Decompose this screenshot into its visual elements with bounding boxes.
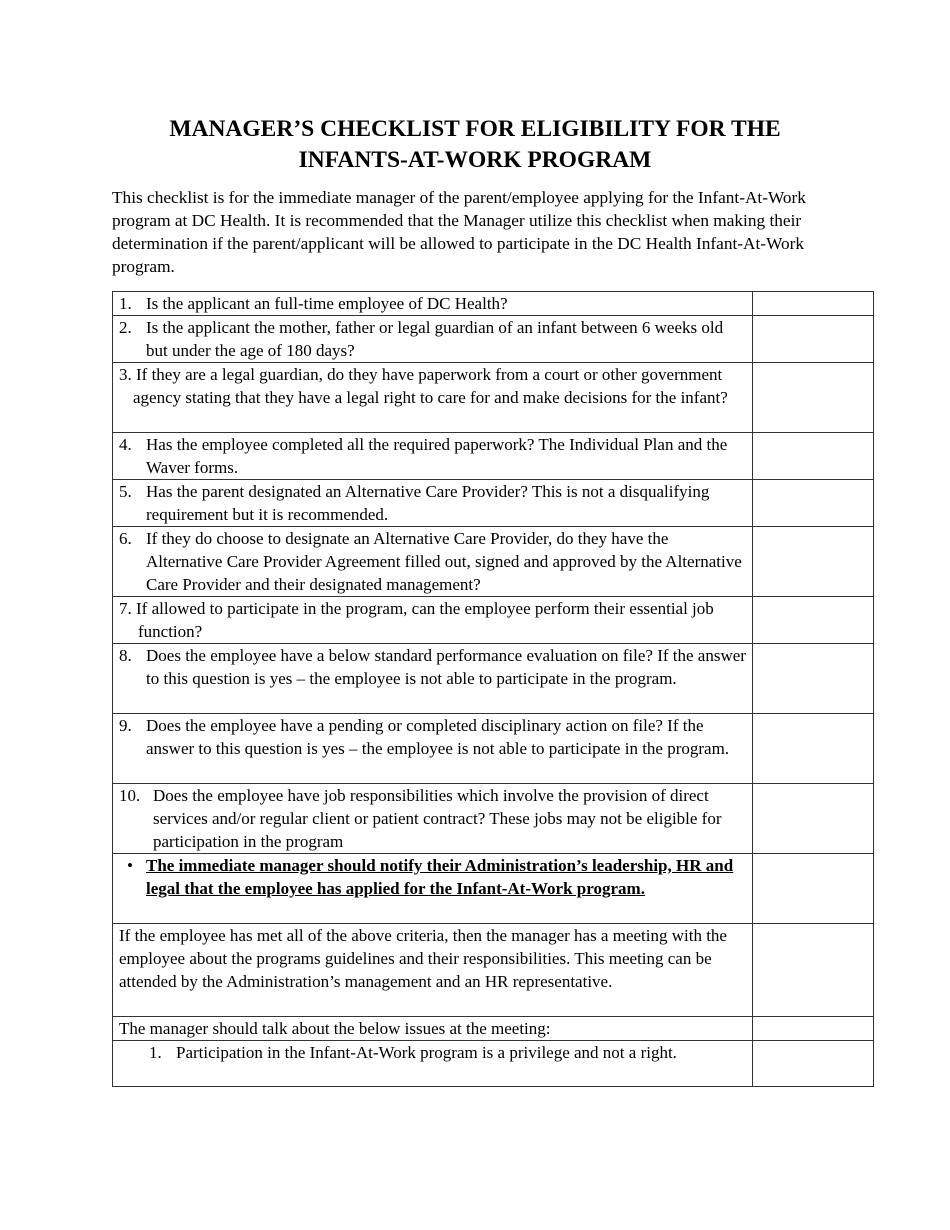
table-row	[113, 784, 874, 854]
table-row	[113, 292, 874, 316]
answer-cell[interactable]	[753, 363, 874, 433]
question-cell	[113, 597, 753, 644]
table-row	[113, 597, 874, 644]
question-text: Has the employee completed all the required paperwork? The Individual Plan and the Waver forms.	[146, 435, 728, 477]
page-title	[112, 114, 838, 176]
table-row	[113, 527, 874, 597]
answer-cell[interactable]	[753, 1017, 874, 1041]
question-text: 3. If they are a legal guardian, do they have paperwork from a court or other government agency stating that they have a legal right to care for and make decisions for the infant?	[119, 365, 728, 407]
answer-cell[interactable]	[753, 316, 874, 363]
table-row	[113, 480, 874, 527]
meeting-item-number: 1.	[149, 1043, 162, 1062]
table-row	[113, 1041, 874, 1087]
question-cell	[113, 784, 753, 854]
question-text: Does the employee have job responsibilities which involve the provision of direct services and/or regular client or patient contract? These jobs may not be eligible for participation in the program	[153, 786, 722, 851]
answer-cell[interactable]	[753, 527, 874, 597]
notify-leadership-notice: The immediate manager should notify their Administration’s leadership, HR and legal that the employee has applied for the Infant-At-Work program.	[146, 856, 734, 898]
eligibility-checklist-table	[112, 291, 874, 1087]
answer-cell[interactable]	[753, 292, 874, 316]
question-cell	[113, 644, 753, 714]
question-cell	[113, 480, 753, 527]
meeting-intro-cell	[113, 1017, 753, 1041]
title-line-1: MANAGER’S CHECKLIST FOR ELIGIBILITY FOR THE	[169, 116, 781, 142]
question-number: 1.	[119, 294, 132, 313]
question-number: 5.	[119, 482, 132, 501]
question-cell	[113, 316, 753, 363]
question-cell	[113, 363, 753, 433]
table-row	[113, 316, 874, 363]
question-number: 9.	[119, 716, 132, 735]
bullet-icon: •	[127, 856, 133, 875]
answer-cell[interactable]	[753, 714, 874, 784]
question-cell	[113, 433, 753, 480]
criteria-cell	[113, 924, 753, 1017]
question-text: Has the parent designated an Alternative Care Provider? This is not a disqualifying requirement but it is recommended.	[146, 482, 710, 524]
answer-cell[interactable]	[753, 433, 874, 480]
answer-cell[interactable]	[753, 597, 874, 644]
meeting-intro-text: The manager should talk about the below issues at the meeting:	[119, 1019, 551, 1038]
answer-cell[interactable]	[753, 644, 874, 714]
answer-cell[interactable]	[753, 854, 874, 924]
question-text: 7. If allowed to participate in the program, can the employee perform their essential job function?	[119, 599, 714, 641]
question-text: If they do choose to designate an Alternative Care Provider, do they have the Alternative Care Provider Agreement filled out, signed and approved by the Alternative Care Provider and their designated management?	[146, 529, 742, 594]
answer-cell[interactable]	[753, 480, 874, 527]
answer-cell[interactable]	[753, 784, 874, 854]
table-row	[113, 1017, 874, 1041]
answer-cell[interactable]	[753, 924, 874, 1017]
table-row	[113, 854, 874, 924]
meeting-item-cell	[113, 1041, 753, 1087]
question-cell	[113, 292, 753, 316]
question-text: Does the employee have a below standard performance evaluation on file? If the answer to this question is yes – the employee is not able to participate in the program.	[146, 646, 746, 688]
meeting-item-text: Participation in the Infant-At-Work program is a privilege and not a right.	[176, 1043, 677, 1062]
question-number: 2.	[119, 318, 132, 337]
intro-paragraph: This checklist is for the immediate manager of the parent/employee applying for the Infant-At-Work program at DC Health. It is recommended that the Manager utilize this checklist when making their determination if the parent/applicant will be allowed to participate in the DC Health Infant-At-Work program.	[112, 188, 806, 276]
notice-cell	[113, 854, 753, 924]
table-row	[113, 363, 874, 433]
question-number: 4.	[119, 435, 132, 454]
title-line-2: INFANTS-AT-WORK PROGRAM	[298, 147, 652, 173]
question-cell	[113, 527, 753, 597]
question-number: 10.	[119, 786, 141, 805]
question-text: Is the applicant the mother, father or legal guardian of an infant between 6 weeks old but under the age of 180 days?	[146, 318, 724, 360]
table-row	[113, 924, 874, 1017]
question-number: 6.	[119, 529, 132, 548]
question-text: Is the applicant an full-time employee of DC Health?	[146, 294, 508, 313]
table-row	[113, 644, 874, 714]
question-text: Does the employee have a pending or completed disciplinary action on file? If the answer to this question is yes – the employee is not able to participate in the program.	[146, 716, 730, 758]
answer-cell[interactable]	[753, 1041, 874, 1087]
criteria-text: If the employee has met all of the above criteria, then the manager has a meeting with the employee about the programs guidelines and their responsibilities. This meeting can be attended by the Administration’s management and an HR representative.	[119, 926, 727, 991]
question-number: 8.	[119, 646, 132, 665]
question-cell	[113, 714, 753, 784]
table-row	[113, 433, 874, 480]
table-row	[113, 714, 874, 784]
